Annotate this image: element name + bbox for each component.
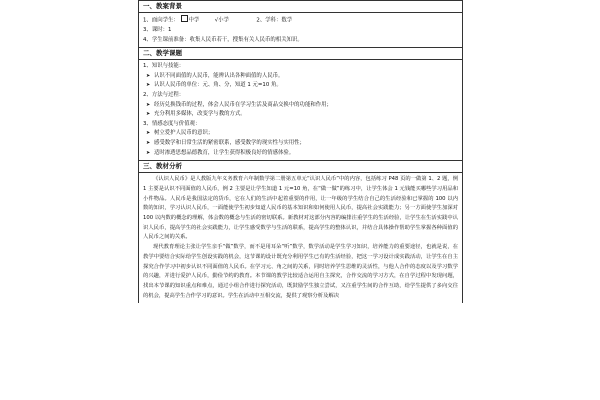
list-item: ➤ 充分利用多媒体，改变学与教的方式。: [143, 110, 458, 120]
grade-line: [143, 15, 458, 26]
list-item: ➤ 经历兑换钱币的过程，体会人民币在学习生活及商品交换中的功能和作用；: [143, 101, 458, 111]
section-analysis-title: 三、教材分析: [139, 161, 462, 173]
subject-label: 2、学科：数学: [256, 17, 293, 24]
list-item: ➤ 感受数学和日常生活的紧密联系，感受数学的现实性与实用性；: [143, 139, 458, 149]
knowledge-heading: 1、知识与技能：: [143, 63, 185, 70]
arrow-bullet-icon: ➤: [146, 111, 151, 118]
section-goals: [138, 47, 463, 160]
list-item: ➤ 树立爱护人民币的意识；: [143, 129, 458, 139]
lesson-plan-document: [138, 0, 463, 400]
section-analysis-body: [139, 173, 462, 303]
analysis-paragraph-2: 现代教育理论主张让学生亲手“做”数学，而不是用耳朵“听”数学，数学活动是学生学习知识，培养能力的重要途径，也就是说，在教学中要结合实际给学生创设实践的机会，这节课的设计既充分利用学生已有的生活经验，把这一学习设计成实践活动，让学生在自主探究合作学习中初步认识不同面值的人民币。在学习元、角之间的关系，同时培养学生思维的灵活性，与他人合作的态度以及学习数学的兴趣，并进行爱护人民币，勤俭节约的教育。本节课的教学比较适合运用自主探究，合作交流的学习方式，在自学过程中发现问题，找出本节课的知识重点和难点，通过小组合作进行探究活动，既鼓励学生独立尝试，又注重学生间的合作互助，给学生提供了多向交往的机会，提高学生合作学习的意识。学生在活动中互相交流，提供了观察分析及解决: [143, 244, 458, 299]
section-background-title: 一、教案背景: [139, 1, 462, 13]
list-item: ➤ 认识不同面值的人民币，能辨认出各种面值的人民币。: [143, 72, 458, 82]
arrow-bullet-icon: ➤: [146, 149, 151, 156]
arrow-bullet-icon: ➤: [146, 130, 151, 137]
checkbox-icon: [181, 15, 188, 22]
arrow-bullet-icon: ➤: [146, 101, 151, 108]
list-item: ➤ 认识人民币的单位：元、角、分，知道 1 元=10 角。: [143, 81, 458, 91]
analysis-paragraph-1: 《认识人民币》是人教版九年义务教育六年制数学第二册第五单元“认识人民币”中的内容，包括练习 P48 页的一做第 1、2 题，例 1 主要是认识不同面值的人民币，例 2 主要是让学生知道 1 元=10 角，在“做一做”的练习中，让学生体会 1 元钱能买哪些学习用品和小件物品。人民币是我国法定的货币，它在人们的生活中起着重要的作用，让一年级的学生结合自己的生活经验和已掌握的 100 以内数的知识，学习认识人民币，一面能使学生初步知道人民币的基本知识和如何使用人民币，提高社会实践能力；另一方面使学生加深对 100 以内数的概念的理解，体会数的概念与生活的密切联系。新教材对这部分内容的编排注重学生的生活经验，让学生在生活实践中认识人民币，提高学生的社会实践能力，让学生感受数学与生活的联系，提高学生的整体认识，并结合具体操作帮助学生掌握各种面值的人民币之间的关系。: [143, 176, 458, 241]
grade-label: 1、面向学生：: [143, 17, 179, 24]
option-middle-school: 中学: [188, 17, 200, 24]
section-background: [138, 0, 463, 47]
process-heading: 2、方法与过程：: [143, 92, 185, 99]
arrow-bullet-icon: ➤: [146, 72, 151, 79]
section-goals-body: [139, 60, 462, 160]
section-goals-title: 二、教学课题: [139, 48, 462, 60]
arrow-bullet-icon: ➤: [146, 82, 151, 89]
option-primary-school: √小学: [214, 17, 229, 24]
prep-line: 4、学生课前准备：收集人民币若干，搜集有关人民币的相关知识。: [143, 36, 303, 43]
section-analysis: [138, 160, 463, 303]
hours-line: 3、课时：1: [143, 27, 172, 34]
arrow-bullet-icon: ➤: [146, 140, 151, 147]
section-background-body: [139, 13, 462, 47]
list-item: ➤ 适时渗透思想品德教育，让学生获得积极良好的情感体验。: [143, 149, 458, 159]
emotion-heading: 3、情感态度与价值观：: [143, 120, 201, 127]
